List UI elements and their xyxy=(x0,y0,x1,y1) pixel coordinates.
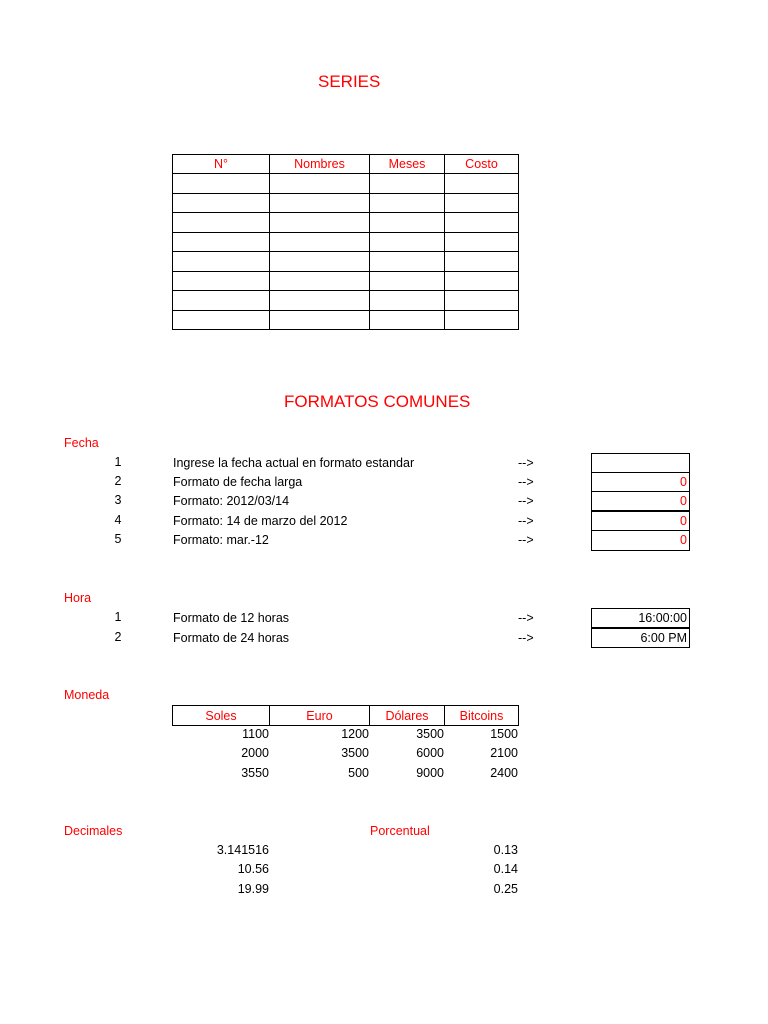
fecha-arrow-4: --> xyxy=(518,514,534,528)
table-cell[interactable] xyxy=(445,310,519,330)
fecha-label: Fecha xyxy=(64,436,99,450)
table-cell[interactable] xyxy=(270,310,370,330)
moneda-header-soles: Soles xyxy=(173,706,270,726)
fecha-text-2: Formato de fecha larga xyxy=(173,475,303,489)
table-cell[interactable] xyxy=(370,252,445,272)
series-header-nombres: Nombres xyxy=(270,155,370,174)
fecha-num-5: 5 xyxy=(114,532,122,546)
hora-arrow-2: --> xyxy=(518,631,534,645)
percent-value: 0.13 xyxy=(493,843,518,857)
fecha-arrow-5: --> xyxy=(518,533,534,547)
table-row xyxy=(173,213,519,233)
fecha-num-2: 2 xyxy=(114,474,122,488)
series-header-row xyxy=(173,155,519,174)
table-cell[interactable] xyxy=(270,213,370,233)
table-cell[interactable] xyxy=(173,232,270,252)
table-cell[interactable] xyxy=(445,174,519,194)
table-cell[interactable] xyxy=(445,232,519,252)
fecha-value-3[interactable]: 0 xyxy=(591,491,690,511)
fecha-arrow-3: --> xyxy=(518,494,534,508)
table-cell[interactable] xyxy=(173,271,270,291)
table-row xyxy=(173,271,519,291)
fecha-num-4: 4 xyxy=(114,513,122,527)
table-cell[interactable] xyxy=(173,310,270,330)
percent-value: 0.25 xyxy=(493,882,518,896)
hora-num-2: 2 xyxy=(114,630,122,644)
hora-value-2[interactable]: 6:00 PM xyxy=(591,628,690,648)
moneda-header-euro: Euro xyxy=(270,706,370,726)
moneda-cell: 3550 xyxy=(241,766,269,780)
porcentual-label: Porcentual xyxy=(370,824,430,838)
table-cell[interactable] xyxy=(270,193,370,213)
hora-text-2: Formato de 24 horas xyxy=(173,631,290,645)
fecha-num-1: 1 xyxy=(114,455,122,469)
percent-value: 0.14 xyxy=(493,862,518,876)
moneda-cell: 1100 xyxy=(242,727,269,741)
table-cell[interactable] xyxy=(445,252,519,272)
table-cell[interactable] xyxy=(173,291,270,311)
table-cell[interactable] xyxy=(445,213,519,233)
table-cell[interactable] xyxy=(173,213,270,233)
table-cell[interactable] xyxy=(270,291,370,311)
moneda-header xyxy=(172,705,519,726)
moneda-cell: 1500 xyxy=(490,727,518,741)
fecha-text-4: Formato: 14 de marzo del 2012 xyxy=(173,514,348,528)
series-table xyxy=(172,154,519,330)
fecha-value-4[interactable]: 0 xyxy=(591,511,690,531)
moneda-cell: 9000 xyxy=(416,766,444,780)
moneda-header-bitcoins: Bitcoins xyxy=(445,706,519,726)
fecha-text-5: Formato: mar.-12 xyxy=(173,533,269,547)
fecha-value-1[interactable] xyxy=(591,453,690,473)
moneda-cell: 1200 xyxy=(341,727,369,741)
moneda-cell: 3500 xyxy=(416,727,444,741)
moneda-cell: 2000 xyxy=(241,746,269,760)
decimales-label: Decimales xyxy=(64,824,123,838)
table-row xyxy=(173,291,519,311)
decimal-value: 19.99 xyxy=(237,882,269,896)
decimal-value: 3.141516 xyxy=(216,843,269,857)
fecha-text-1: Ingrese la fecha actual en formato estandar xyxy=(173,456,415,470)
table-cell[interactable] xyxy=(173,193,270,213)
table-cell[interactable] xyxy=(370,213,445,233)
hora-label: Hora xyxy=(64,591,92,605)
formatos-title: FORMATOS COMUNES xyxy=(284,392,471,411)
fecha-arrow-1: --> xyxy=(518,456,534,470)
fecha-value-2[interactable]: 0 xyxy=(591,472,690,492)
series-header-num: N° xyxy=(173,155,270,174)
table-cell[interactable] xyxy=(445,193,519,213)
moneda-cell: 3500 xyxy=(341,746,369,760)
table-cell[interactable] xyxy=(445,271,519,291)
moneda-cell: 2400 xyxy=(490,766,518,780)
fecha-text-3: Formato: 2012/03/14 xyxy=(173,494,290,508)
table-cell[interactable] xyxy=(370,291,445,311)
table-cell[interactable] xyxy=(270,252,370,272)
moneda-cell: 2100 xyxy=(490,746,518,760)
table-cell[interactable] xyxy=(270,271,370,291)
moneda-header-dolares: Dólares xyxy=(370,706,445,726)
moneda-cell: 6000 xyxy=(416,746,444,760)
moneda-label: Moneda xyxy=(64,688,110,702)
fecha-arrow-2: --> xyxy=(518,475,534,489)
hora-value-1[interactable]: 16:00:00 xyxy=(591,608,690,628)
series-header-meses: Meses xyxy=(370,155,445,174)
table-row xyxy=(173,193,519,213)
table-cell[interactable] xyxy=(370,271,445,291)
table-cell[interactable] xyxy=(445,291,519,311)
decimal-value: 10.56 xyxy=(237,862,269,876)
table-cell[interactable] xyxy=(173,252,270,272)
table-row xyxy=(173,252,519,272)
hora-num-1: 1 xyxy=(114,610,122,624)
table-cell[interactable] xyxy=(270,232,370,252)
fecha-num-3: 3 xyxy=(114,493,122,507)
table-cell[interactable] xyxy=(173,174,270,194)
fecha-value-5[interactable]: 0 xyxy=(591,530,690,551)
hora-arrow-1: --> xyxy=(518,611,534,625)
table-row xyxy=(173,310,519,330)
moneda-cell: 500 xyxy=(348,766,369,780)
series-header-costo: Costo xyxy=(445,155,519,174)
table-cell[interactable] xyxy=(370,310,445,330)
table-cell[interactable] xyxy=(370,232,445,252)
table-cell[interactable] xyxy=(370,193,445,213)
table-cell[interactable] xyxy=(270,174,370,194)
table-row xyxy=(173,174,519,194)
hora-text-1: Formato de 12 horas xyxy=(173,611,290,625)
table-cell[interactable] xyxy=(370,174,445,194)
series-title: SERIES xyxy=(318,72,381,91)
table-row xyxy=(173,232,519,252)
